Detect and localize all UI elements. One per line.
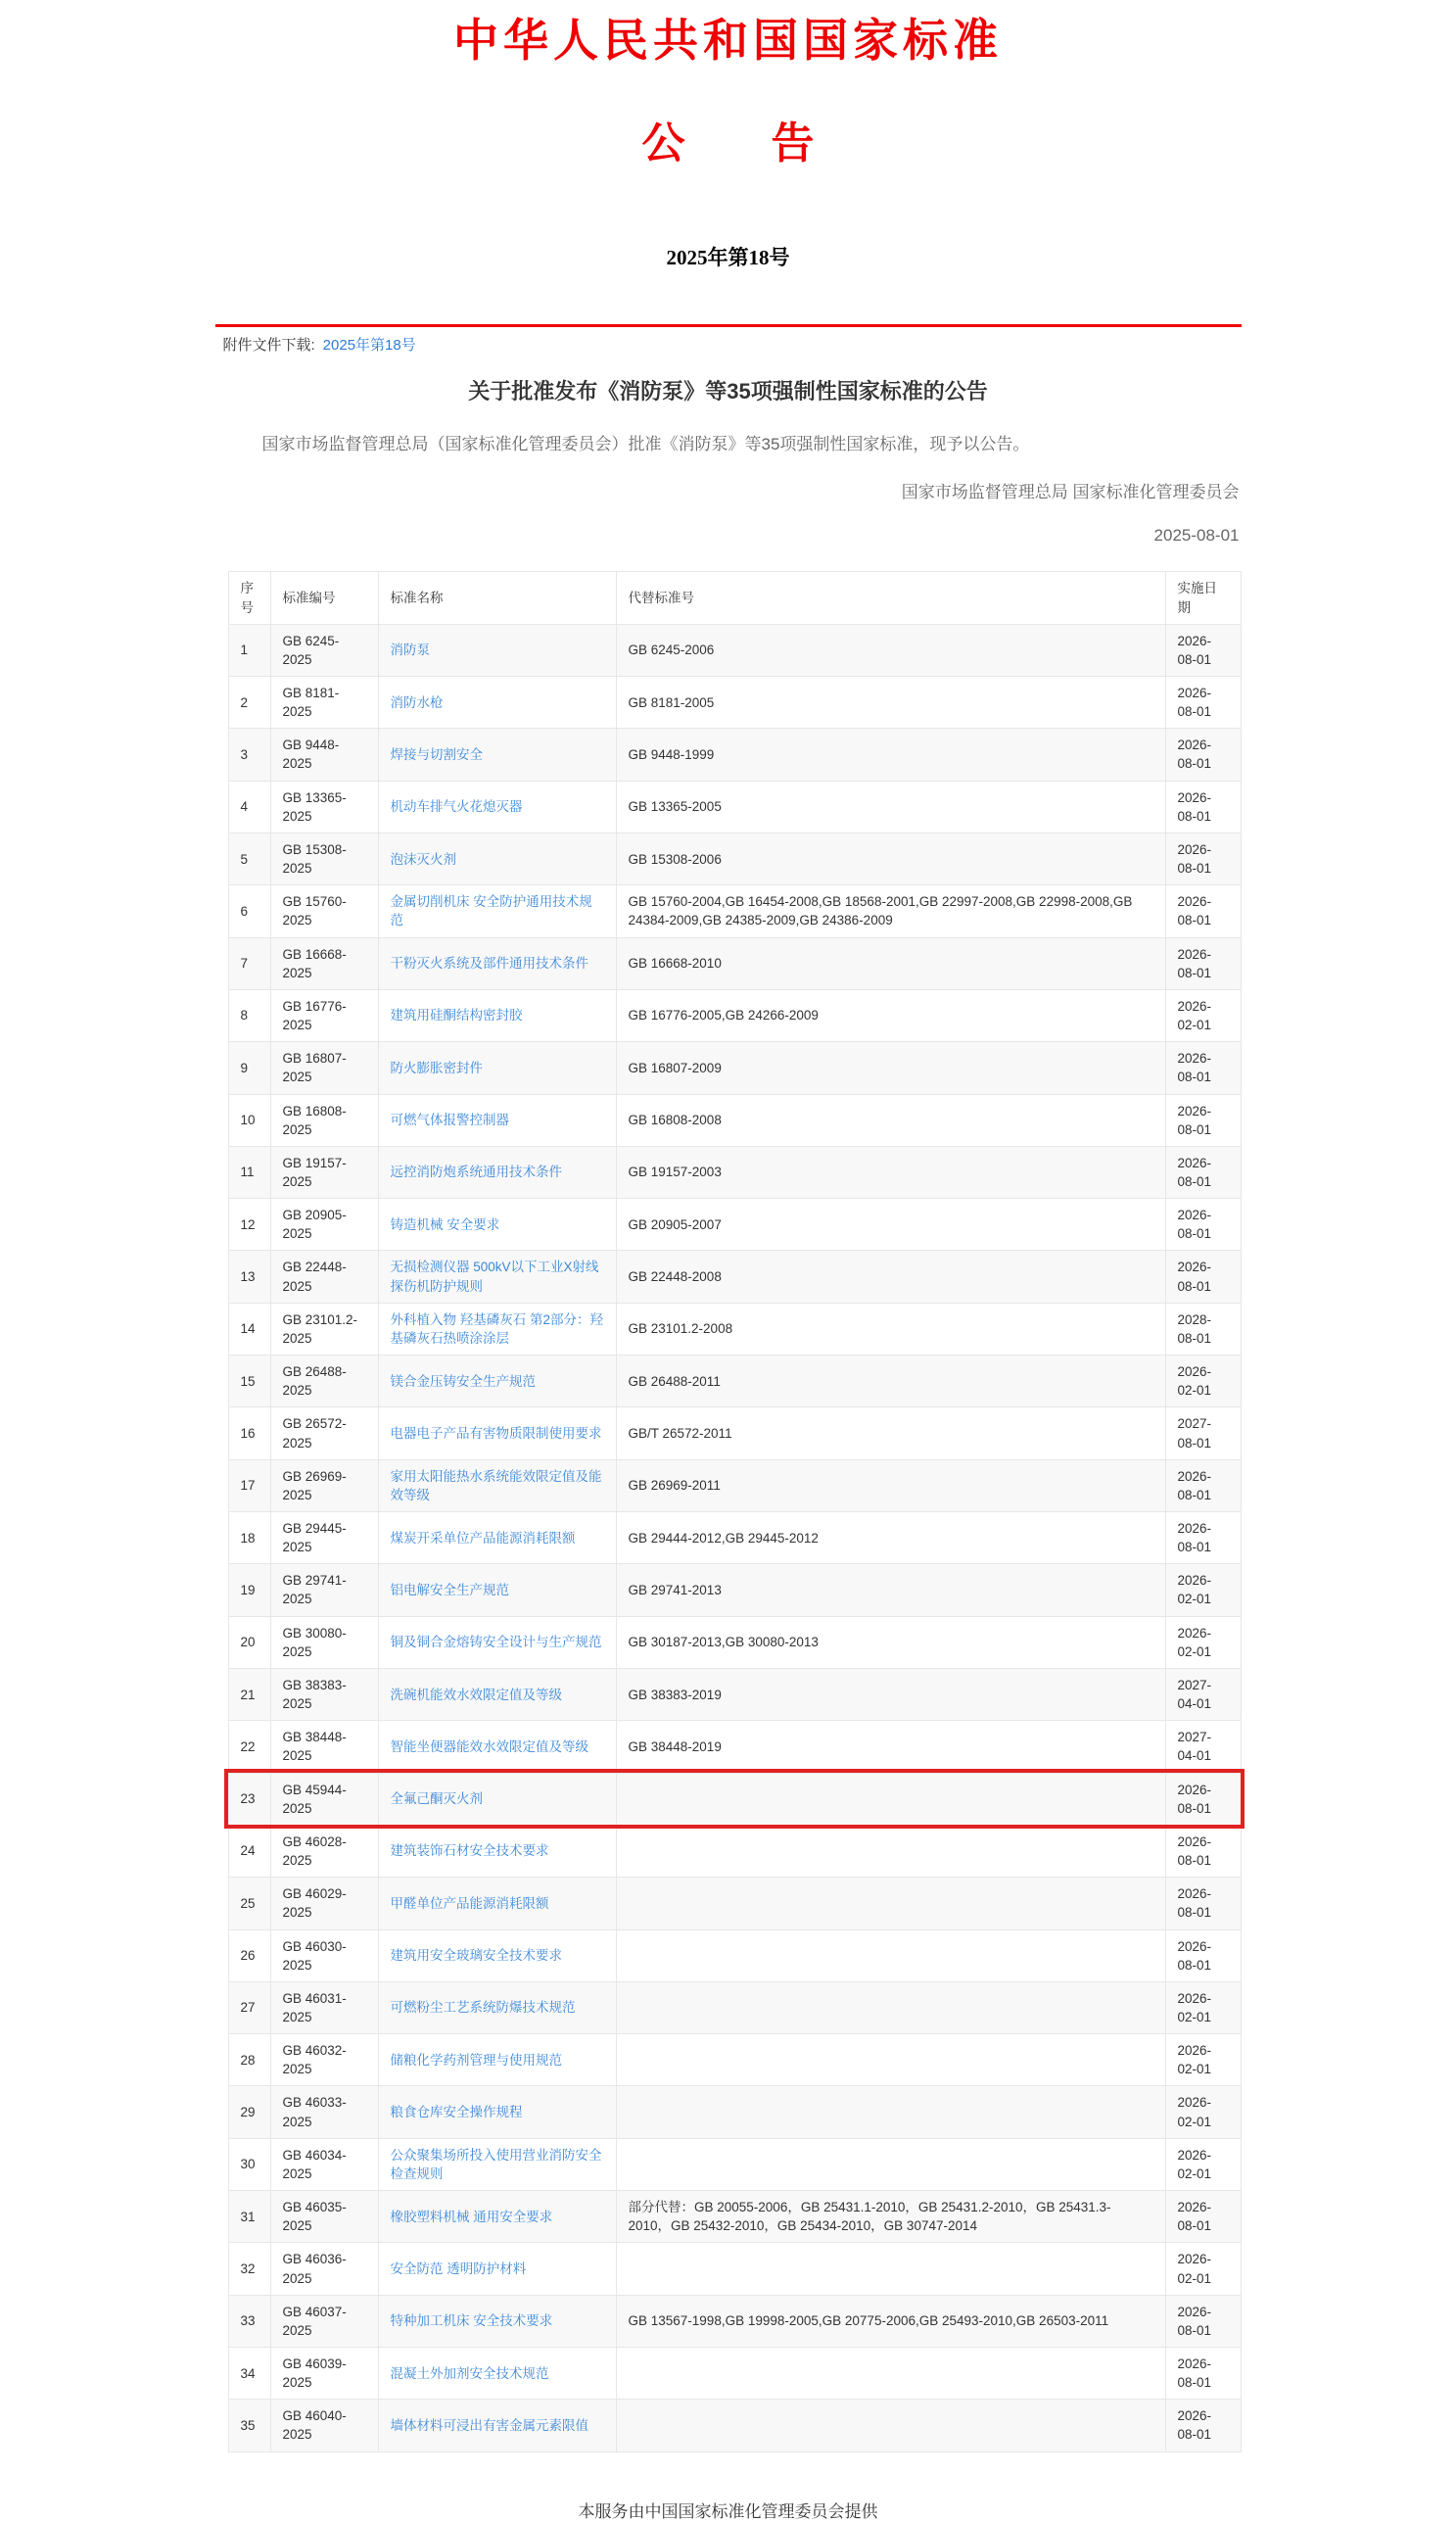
cell-name [378,2086,616,2138]
standard-name-link[interactable]: 铸造机械 安全要求 [390,1216,500,1232]
cell-name [378,2400,616,2451]
cell-replaces: GB 20905-2007 [616,1199,1165,1251]
cell-replaces [616,2243,1165,2295]
standard-name-link[interactable]: 机动车排气火花熄灭器 [390,799,523,815]
document-subtitle: 公 告 [641,119,815,167]
cell-date: 2026-08-01 [1165,2191,1241,2243]
table-row [228,1564,1241,1616]
standard-name-link[interactable]: 可燃粉尘工艺系统防爆技术规范 [390,2000,576,2016]
cell-date: 2026-08-01 [1165,624,1241,676]
cell-no: 35 [228,2400,270,2451]
cell-replaces: GB 38383-2019 [616,1668,1165,1720]
table-row [228,1356,1241,1407]
cell-replaces: GB 26969-2011 [616,1459,1165,1511]
cell-name [378,1199,616,1251]
cell-no: 4 [228,781,270,833]
table-row [228,1146,1241,1198]
cell-code: GB 29741-2025 [270,1564,378,1616]
column-header-date: 实施日期 [1165,572,1241,624]
cell-name [378,1668,616,1720]
standard-name-link[interactable]: 建筑用硅酮结构密封胶 [390,1008,523,1023]
cell-name [378,937,616,989]
cell-date: 2026-02-01 [1165,1356,1241,1407]
cell-no: 23 [228,1773,270,1825]
table-row [228,1042,1241,1094]
cell-no: 21 [228,1668,270,1720]
cell-replaces: 部分代替：GB 20055-2006，GB 25431.1-2010，GB 25431.2-2010，GB 25431.3-2010，GB 25432-2010，GB 25434-2010，GB 30747-2014 [616,2191,1165,2243]
cell-replaces: GB 13567-1998,GB 19998-2005,GB 20775-2006,GB 25493-2010,GB 26503-2011 [616,2295,1165,2347]
standard-name-link[interactable]: 粮食仓库安全操作规程 [390,2105,523,2120]
cell-date: 2026-08-01 [1165,833,1241,884]
cell-date: 2026-08-01 [1165,1459,1241,1511]
standard-name-link[interactable]: 甲醛单位产品能源消耗限额 [390,1895,549,1911]
table-row [228,1668,1241,1720]
site-footer-text: 本服务由中国国家标准化管理委员会提供 [578,2501,878,2521]
cell-name [378,729,616,781]
cell-name [378,677,616,729]
table-row [228,1981,1241,2033]
cell-name [378,1981,616,2033]
cell-date: 2026-08-01 [1165,1042,1241,1094]
cell-date: 2026-02-01 [1165,989,1241,1041]
cell-code: GB 29445-2025 [270,1512,378,1564]
table-row [228,1773,1241,1825]
table-row [228,1878,1241,1929]
cell-code: GB 46040-2025 [270,2400,378,2451]
standard-name-link[interactable]: 储粮化学药剂管理与使用规范 [390,2052,562,2068]
cell-date: 2026-08-01 [1165,2400,1241,2451]
cell-name [378,2034,616,2086]
cell-no: 12 [228,1199,270,1251]
standard-name-link[interactable]: 外科植入物 羟基磷灰石 第2部分：羟基磷灰石热喷涂涂层 [390,1311,604,1346]
standard-name-link[interactable]: 焊接与切割安全 [390,746,483,762]
cell-name [378,1407,616,1459]
column-header-replaces: 代替标准号 [616,572,1165,624]
cell-date: 2026-08-01 [1165,677,1241,729]
table-row [228,1303,1241,1355]
document-title: 中华人民共和国国家标准 [453,16,1003,66]
cell-code: GB 45944-2025 [270,1773,378,1825]
cell-no: 25 [228,1878,270,1929]
cell-name [378,1251,616,1303]
cell-replaces [616,2400,1165,2451]
notice-body: 国家市场监督管理总局（国家标准化管理委员会）批准《消防泵》等35项强制性国家标准，现予以公告。 [261,434,1030,453]
cell-replaces [616,1773,1165,1825]
page-container [215,16,1242,2522]
cell-date: 2026-02-01 [1165,2243,1241,2295]
red-divider-line [215,324,1242,327]
cell-date: 2026-08-01 [1165,1094,1241,1146]
cell-code: GB 16668-2025 [270,937,378,989]
cell-code: GB 46028-2025 [270,1825,378,1877]
cell-replaces: GB 6245-2006 [616,624,1165,676]
cell-date: 2026-08-01 [1165,2295,1241,2347]
cell-replaces [616,2034,1165,2086]
cell-no: 24 [228,1825,270,1877]
table-row [228,2295,1241,2347]
cell-no: 8 [228,989,270,1041]
table-row [228,2191,1241,2243]
cell-code: GB 9448-2025 [270,729,378,781]
standard-name-link[interactable]: 消防泵 [390,642,430,658]
standard-name-link[interactable]: 智能坐便器能效水效限定值及等级 [390,1738,588,1754]
cell-code: GB 19157-2025 [270,1146,378,1198]
standard-name-link[interactable]: 无损检测仪器 500kV以下工业X射线探伤机防护规则 [390,1260,599,1294]
cell-code: GB 26572-2025 [270,1407,378,1459]
cell-name [378,1146,616,1198]
cell-code: GB 16776-2025 [270,989,378,1041]
cell-replaces: GB 15308-2006 [616,833,1165,884]
cell-name [378,1512,616,1564]
standard-name-link[interactable]: 消防水枪 [390,694,444,710]
cell-name [378,2243,616,2295]
standard-name-link[interactable]: 特种加工机床 安全技术要求 [390,2313,553,2329]
cell-no: 27 [228,1981,270,2033]
cell-date: 2027-08-01 [1165,1407,1241,1459]
cell-no: 34 [228,2348,270,2400]
cell-name [378,989,616,1041]
table-row [228,1512,1241,1564]
cell-code: GB 26488-2025 [270,1356,378,1407]
cell-no: 31 [228,2191,270,2243]
standard-name-link[interactable]: 金属切削机床 安全防护通用技术规范 [390,894,592,928]
standard-name-link[interactable]: 泡沫灭火剂 [390,851,456,867]
standard-name-link[interactable]: 镁合金压铸安全生产规范 [390,1373,536,1389]
table-row [228,1199,1241,1251]
cell-replaces: GB 29444-2012,GB 29445-2012 [616,1512,1165,1564]
header-row [228,572,1241,624]
cell-date: 2026-02-01 [1165,2086,1241,2138]
table-row [228,1459,1241,1511]
cell-date: 2026-02-01 [1165,1564,1241,1616]
cell-replaces: GB 38448-2019 [616,1721,1165,1773]
cell-no: 15 [228,1356,270,1407]
cell-date: 2026-02-01 [1165,2138,1241,2190]
cell-code: GB 20905-2025 [270,1199,378,1251]
table-row [228,677,1241,729]
cell-date: 2026-02-01 [1165,2034,1241,2086]
cell-no: 29 [228,2086,270,2138]
cell-date: 2026-02-01 [1165,1616,1241,1668]
cell-no: 17 [228,1459,270,1511]
cell-code: GB 46031-2025 [270,1981,378,2033]
cell-name [378,1459,616,1511]
cell-date: 2026-08-01 [1165,1825,1241,1877]
cell-code: GB 23101.2-2025 [270,1303,378,1355]
cell-code: GB 15308-2025 [270,833,378,884]
cell-replaces: GB/T 26572-2011 [616,1407,1165,1459]
cell-code: GB 46029-2025 [270,1878,378,1929]
cell-replaces: GB 8181-2005 [616,677,1165,729]
cell-date: 2026-08-01 [1165,937,1241,989]
cell-replaces [616,1825,1165,1877]
standard-name-link[interactable]: 建筑用安全玻璃安全技术要求 [390,1948,562,1964]
cell-no: 9 [228,1042,270,1094]
cell-name [378,1878,616,1929]
cell-replaces: GB 23101.2-2008 [616,1303,1165,1355]
cell-no: 28 [228,2034,270,2086]
table-row [228,833,1241,884]
cell-replaces: GB 16776-2005,GB 24266-2009 [616,989,1165,1041]
cell-name [378,1721,616,1773]
cell-replaces: GB 30187-2013,GB 30080-2013 [616,1616,1165,1668]
cell-date: 2026-08-01 [1165,1773,1241,1825]
cell-code: GB 46035-2025 [270,2191,378,2243]
table-row [228,2138,1241,2190]
cell-date: 2026-08-01 [1165,885,1241,937]
cell-name [378,781,616,833]
notice-date: 2025-08-01 [1153,526,1240,546]
cell-replaces [616,2348,1165,2400]
cell-code: GB 46039-2025 [270,2348,378,2400]
cell-no: 2 [228,677,270,729]
cell-code: GB 46034-2025 [270,2138,378,2190]
cell-code: GB 46036-2025 [270,2243,378,2295]
cell-no: 16 [228,1407,270,1459]
cell-code: GB 8181-2025 [270,677,378,729]
notice-signature: 国家市场监督管理总局 国家标准化管理委员会 [901,483,1240,502]
cell-date: 2026-08-01 [1165,1878,1241,1929]
table-row [228,1825,1241,1877]
cell-name [378,1773,616,1825]
cell-name [378,2348,616,2400]
cell-name [378,2295,616,2347]
cell-no: 30 [228,2138,270,2190]
cell-code: GB 22448-2025 [270,1251,378,1303]
table-row [228,1094,1241,1146]
cell-name [378,1356,616,1407]
column-header-code: 标准编号 [270,572,378,624]
cell-replaces: GB 15760-2004,GB 16454-2008,GB 18568-2001,GB 22997-2008,GB 22998-2008,GB 24384-2009,GB 24385-2009,GB 24386-2009 [616,885,1165,937]
standard-name-link[interactable]: 可燃气体报警控制器 [390,1113,509,1128]
cell-date: 2026-08-01 [1165,1929,1241,1981]
standard-name-link[interactable]: 建筑装饰石材安全技术要求 [390,1843,549,1859]
cell-code: GB 13365-2025 [270,781,378,833]
table-row [228,1616,1241,1668]
cell-code: GB 26969-2025 [270,1459,378,1511]
cell-name [378,1929,616,1981]
table-row [228,937,1241,989]
table-row [228,1721,1241,1773]
cell-replaces: GB 19157-2003 [616,1146,1165,1198]
cell-name [378,2138,616,2190]
cell-replaces: GB 22448-2008 [616,1251,1165,1303]
cell-no: 7 [228,937,270,989]
table-row [228,885,1241,937]
cell-name [378,833,616,884]
table-row [228,781,1241,833]
standard-name-link[interactable]: 洗碗机能效水效限定值及等级 [390,1687,562,1702]
table-row [228,1251,1241,1303]
standard-name-link[interactable]: 橡胶塑料机械 通用安全要求 [390,2209,553,2224]
column-header-name: 标准名称 [378,572,616,624]
cell-no: 14 [228,1303,270,1355]
cell-no: 6 [228,885,270,937]
standard-name-link[interactable]: 远控消防炮系统通用技术条件 [390,1165,562,1180]
cell-replaces: GB 26488-2011 [616,1356,1165,1407]
cell-date: 2026-08-01 [1165,1512,1241,1564]
cell-date: 2026-08-01 [1165,729,1241,781]
standards-table-body [228,624,1241,2451]
table-row [228,2034,1241,2086]
cell-replaces: GB 16808-2008 [616,1094,1165,1146]
cell-code: GB 46037-2025 [270,2295,378,2347]
cell-no: 10 [228,1094,270,1146]
cell-no: 20 [228,1616,270,1668]
cell-no: 26 [228,1929,270,1981]
issue-number: 2025年第18号 [666,246,790,270]
standard-name-link[interactable]: 全氟己酮灭火剂 [390,1791,483,1807]
cell-date: 2027-04-01 [1165,1668,1241,1720]
cell-replaces [616,2138,1165,2190]
cell-no: 5 [228,833,270,884]
attachment-label: 附件文件下载: [222,337,315,355]
standard-name-link[interactable]: 防火膨胀密封件 [390,1060,483,1075]
cell-no: 13 [228,1251,270,1303]
standard-name-link[interactable]: 混凝土外加剂安全技术规范 [390,2365,549,2381]
cell-no: 19 [228,1564,270,1616]
standard-name-link[interactable]: 家用太阳能热水系统能效限定值及能效等级 [390,1468,602,1502]
standard-name-link[interactable]: 电器电子产品有害物质限制使用要求 [390,1425,602,1441]
cell-name [378,1616,616,1668]
cell-date: 2026-08-01 [1165,2348,1241,2400]
table-row [228,729,1241,781]
standard-name-link[interactable]: 煤炭开采单位产品能源消耗限额 [390,1530,576,1546]
cell-replaces: GB 29741-2013 [616,1564,1165,1616]
cell-code: GB 46033-2025 [270,2086,378,2138]
cell-replaces [616,1878,1165,1929]
cell-replaces [616,1929,1165,1981]
cell-no: 3 [228,729,270,781]
cell-date: 2026-08-01 [1165,1146,1241,1198]
column-header-no: 序号 [228,572,270,624]
standards-table-header [228,572,1241,624]
cell-no: 1 [228,624,270,676]
table-row [228,2400,1241,2451]
table-row [228,624,1241,676]
cell-code: GB 30080-2025 [270,1616,378,1668]
cell-date: 2027-04-01 [1165,1721,1241,1773]
cell-no: 18 [228,1512,270,1564]
cell-replaces [616,2086,1165,2138]
cell-name [378,624,616,676]
cell-no: 33 [228,2295,270,2347]
cell-name [378,1042,616,1094]
standard-name-link[interactable]: 铝电解安全生产规范 [390,1582,509,1597]
cell-replaces [616,1981,1165,2033]
cell-code: GB 46030-2025 [270,1929,378,1981]
table-row [228,989,1241,1041]
cell-replaces: GB 9448-1999 [616,729,1165,781]
cell-no: 11 [228,1146,270,1198]
cell-code: GB 6245-2025 [270,624,378,676]
standard-name-link[interactable]: 公众聚集场所投入使用营业消防安全检查规则 [390,2147,602,2181]
cell-no: 22 [228,1721,270,1773]
cell-replaces: GB 16807-2009 [616,1042,1165,1094]
table-row [228,1407,1241,1459]
standard-name-link[interactable]: 墙体材料可浸出有害金属元素限值 [390,2417,588,2433]
cell-code: GB 38383-2025 [270,1668,378,1720]
table-row [228,2086,1241,2138]
table-row [228,2243,1241,2295]
cell-date: 2026-08-01 [1165,1199,1241,1251]
standard-name-link[interactable]: 铜及铜合金熔铸安全设计与生产规范 [390,1635,602,1650]
cell-date: 2026-02-01 [1165,1981,1241,2033]
cell-code: GB 46032-2025 [270,2034,378,2086]
cell-name [378,1825,616,1877]
table-row [228,2348,1241,2400]
cell-code: GB 38448-2025 [270,1721,378,1773]
cell-date: 2028-08-01 [1165,1303,1241,1355]
cell-code: GB 16808-2025 [270,1094,378,1146]
cell-name [378,2191,616,2243]
standards-table [228,571,1242,2451]
notice-heading: 关于批准发布《消防泵》等35项强制性国家标准的公告 [468,379,988,404]
attachment-row [215,334,1242,355]
cell-replaces: GB 16668-2010 [616,937,1165,989]
cell-name [378,1094,616,1146]
attachment-download-link[interactable]: 2025年第18号 [322,337,416,355]
cell-name [378,885,616,937]
standard-name-link[interactable]: 干粉灭火系统及部件通用技术条件 [390,956,588,972]
cell-date: 2026-08-01 [1165,781,1241,833]
cell-no: 32 [228,2243,270,2295]
cell-name [378,1564,616,1616]
cell-date: 2026-08-01 [1165,1251,1241,1303]
cell-code: GB 16807-2025 [270,1042,378,1094]
cell-code: GB 15760-2025 [270,885,378,937]
cell-replaces: GB 13365-2005 [616,781,1165,833]
table-row [228,1929,1241,1981]
standard-name-link[interactable]: 安全防范 透明防护材料 [390,2260,527,2276]
cell-name [378,1303,616,1355]
